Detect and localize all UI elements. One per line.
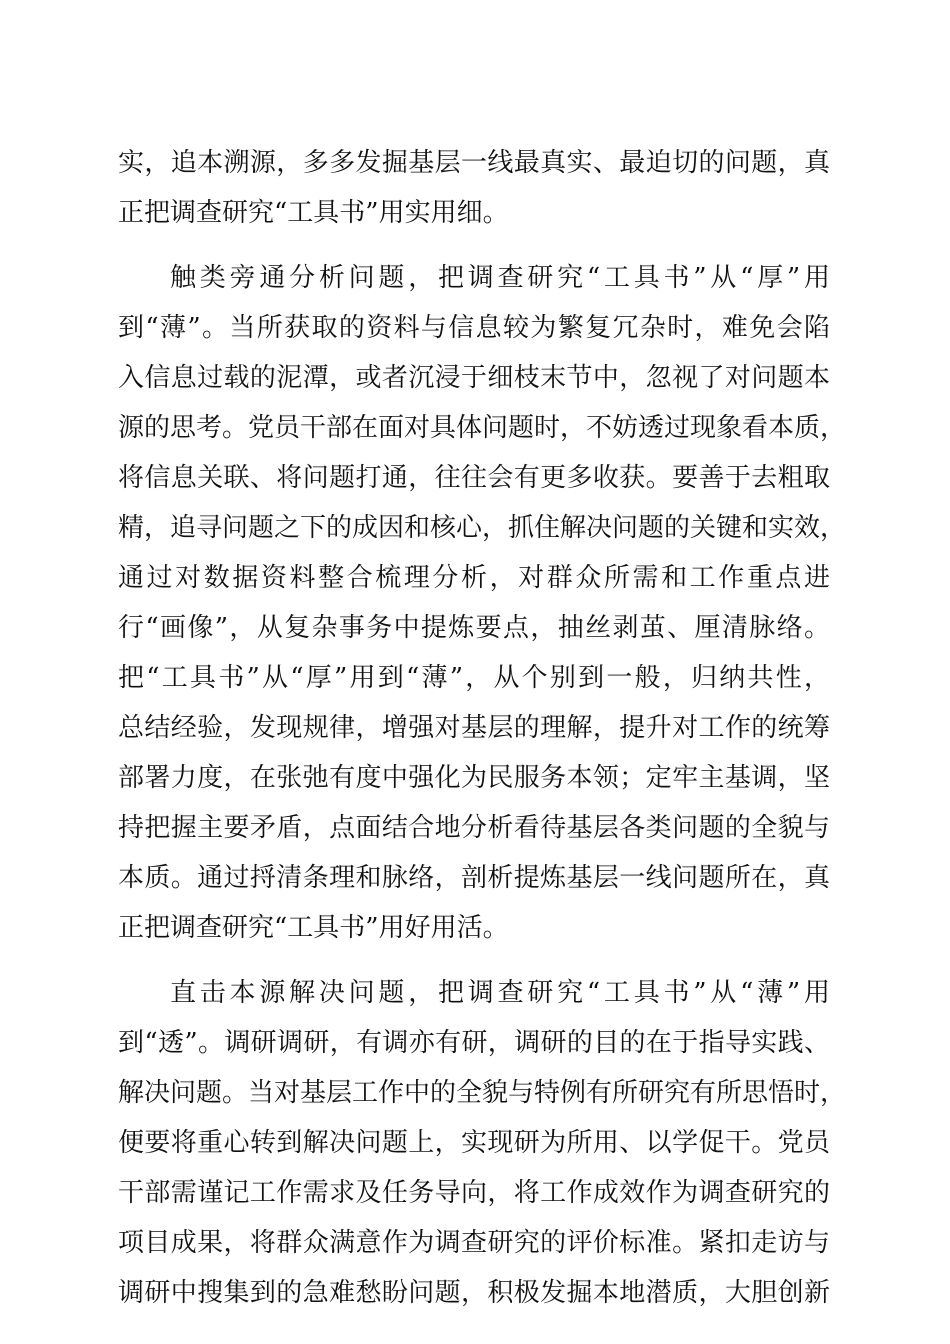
text-line: 实，追本溯源，多多发掘基层一线最真实、最迫切的问题，真 (118, 148, 830, 178)
text-line: 通过对数据资料整合梳理分析，对群众所需和工作重点进 (118, 563, 830, 593)
text-line: 干部需谨记工作需求及任务导向，将工作成效作为调查研究的 (118, 1178, 830, 1208)
text-line: 精，追寻问题之下的成因和核心，抓住解决问题的关键和实效， (118, 513, 847, 543)
paragraph-1 (118, 138, 830, 238)
text-line: 解决问题。当对基层工作中的全貌与特例有所研究有所思悟时， (118, 1078, 847, 1108)
text-line: 本质。通过捋清条理和脉络，剖析提炼基层一线问题所在，真 (118, 863, 830, 893)
text-line: 项目成果，将群众满意作为调查研究的评价标准。紧扣走访与 (118, 1228, 830, 1258)
text-line: 部署力度，在张弛有度中强化为民服务本领；定牢主基调，坚 (118, 763, 830, 793)
text-line: 到“透”。调研调研，有调亦有研，调研的目的在于指导实践、 (118, 1028, 830, 1058)
text-line: 将信息关联、将问题打通，往往会有更多收获。要善于去粗取 (118, 463, 830, 493)
paragraph-3 (118, 968, 847, 1318)
text-line: 触类旁通分析问题，把调查研究“工具书”从“厚”用 (170, 263, 830, 293)
text-line: 行“画像”，从复杂事务中提炼要点，抽丝剥茧、厘清脉络。 (118, 613, 830, 643)
text-line: 把“工具书”从“厚”用到“薄”，从个别到一般，归纳共性， (118, 663, 830, 693)
text-line: 到“薄”。当所获取的资料与信息较为繁复冗杂时，难免会陷 (118, 313, 830, 343)
text-line: 正把调查研究“工具书”用好用活。 (118, 913, 509, 943)
paragraph-2 (118, 253, 847, 953)
text-line: 入信息过载的泥潭，或者沉浸于细枝末节中，忽视了对问题本 (118, 363, 830, 393)
text-line: 源的思考。党员干部在面对具体问题时，不妨透过现象看本质， (118, 413, 847, 443)
body-text (118, 138, 847, 1318)
text-line: 持把握主要矛盾，点面结合地分析看待基层各类问题的全貌与 (118, 813, 830, 843)
text-line: 调研中搜集到的急难愁盼问题，积极发掘本地潜质，大胆创新 (118, 1278, 830, 1308)
text-line: 正把调查研究“工具书”用实用细。 (118, 198, 509, 228)
text-line: 直击本源解决问题，把调查研究“工具书”从“薄”用 (170, 978, 830, 1008)
text-line: 便要将重心转到解决问题上，实现研为所用、以学促干。党员 (118, 1128, 830, 1158)
text-line: 总结经验，发现规律，增强对基层的理解，提升对工作的统筹 (118, 713, 830, 743)
